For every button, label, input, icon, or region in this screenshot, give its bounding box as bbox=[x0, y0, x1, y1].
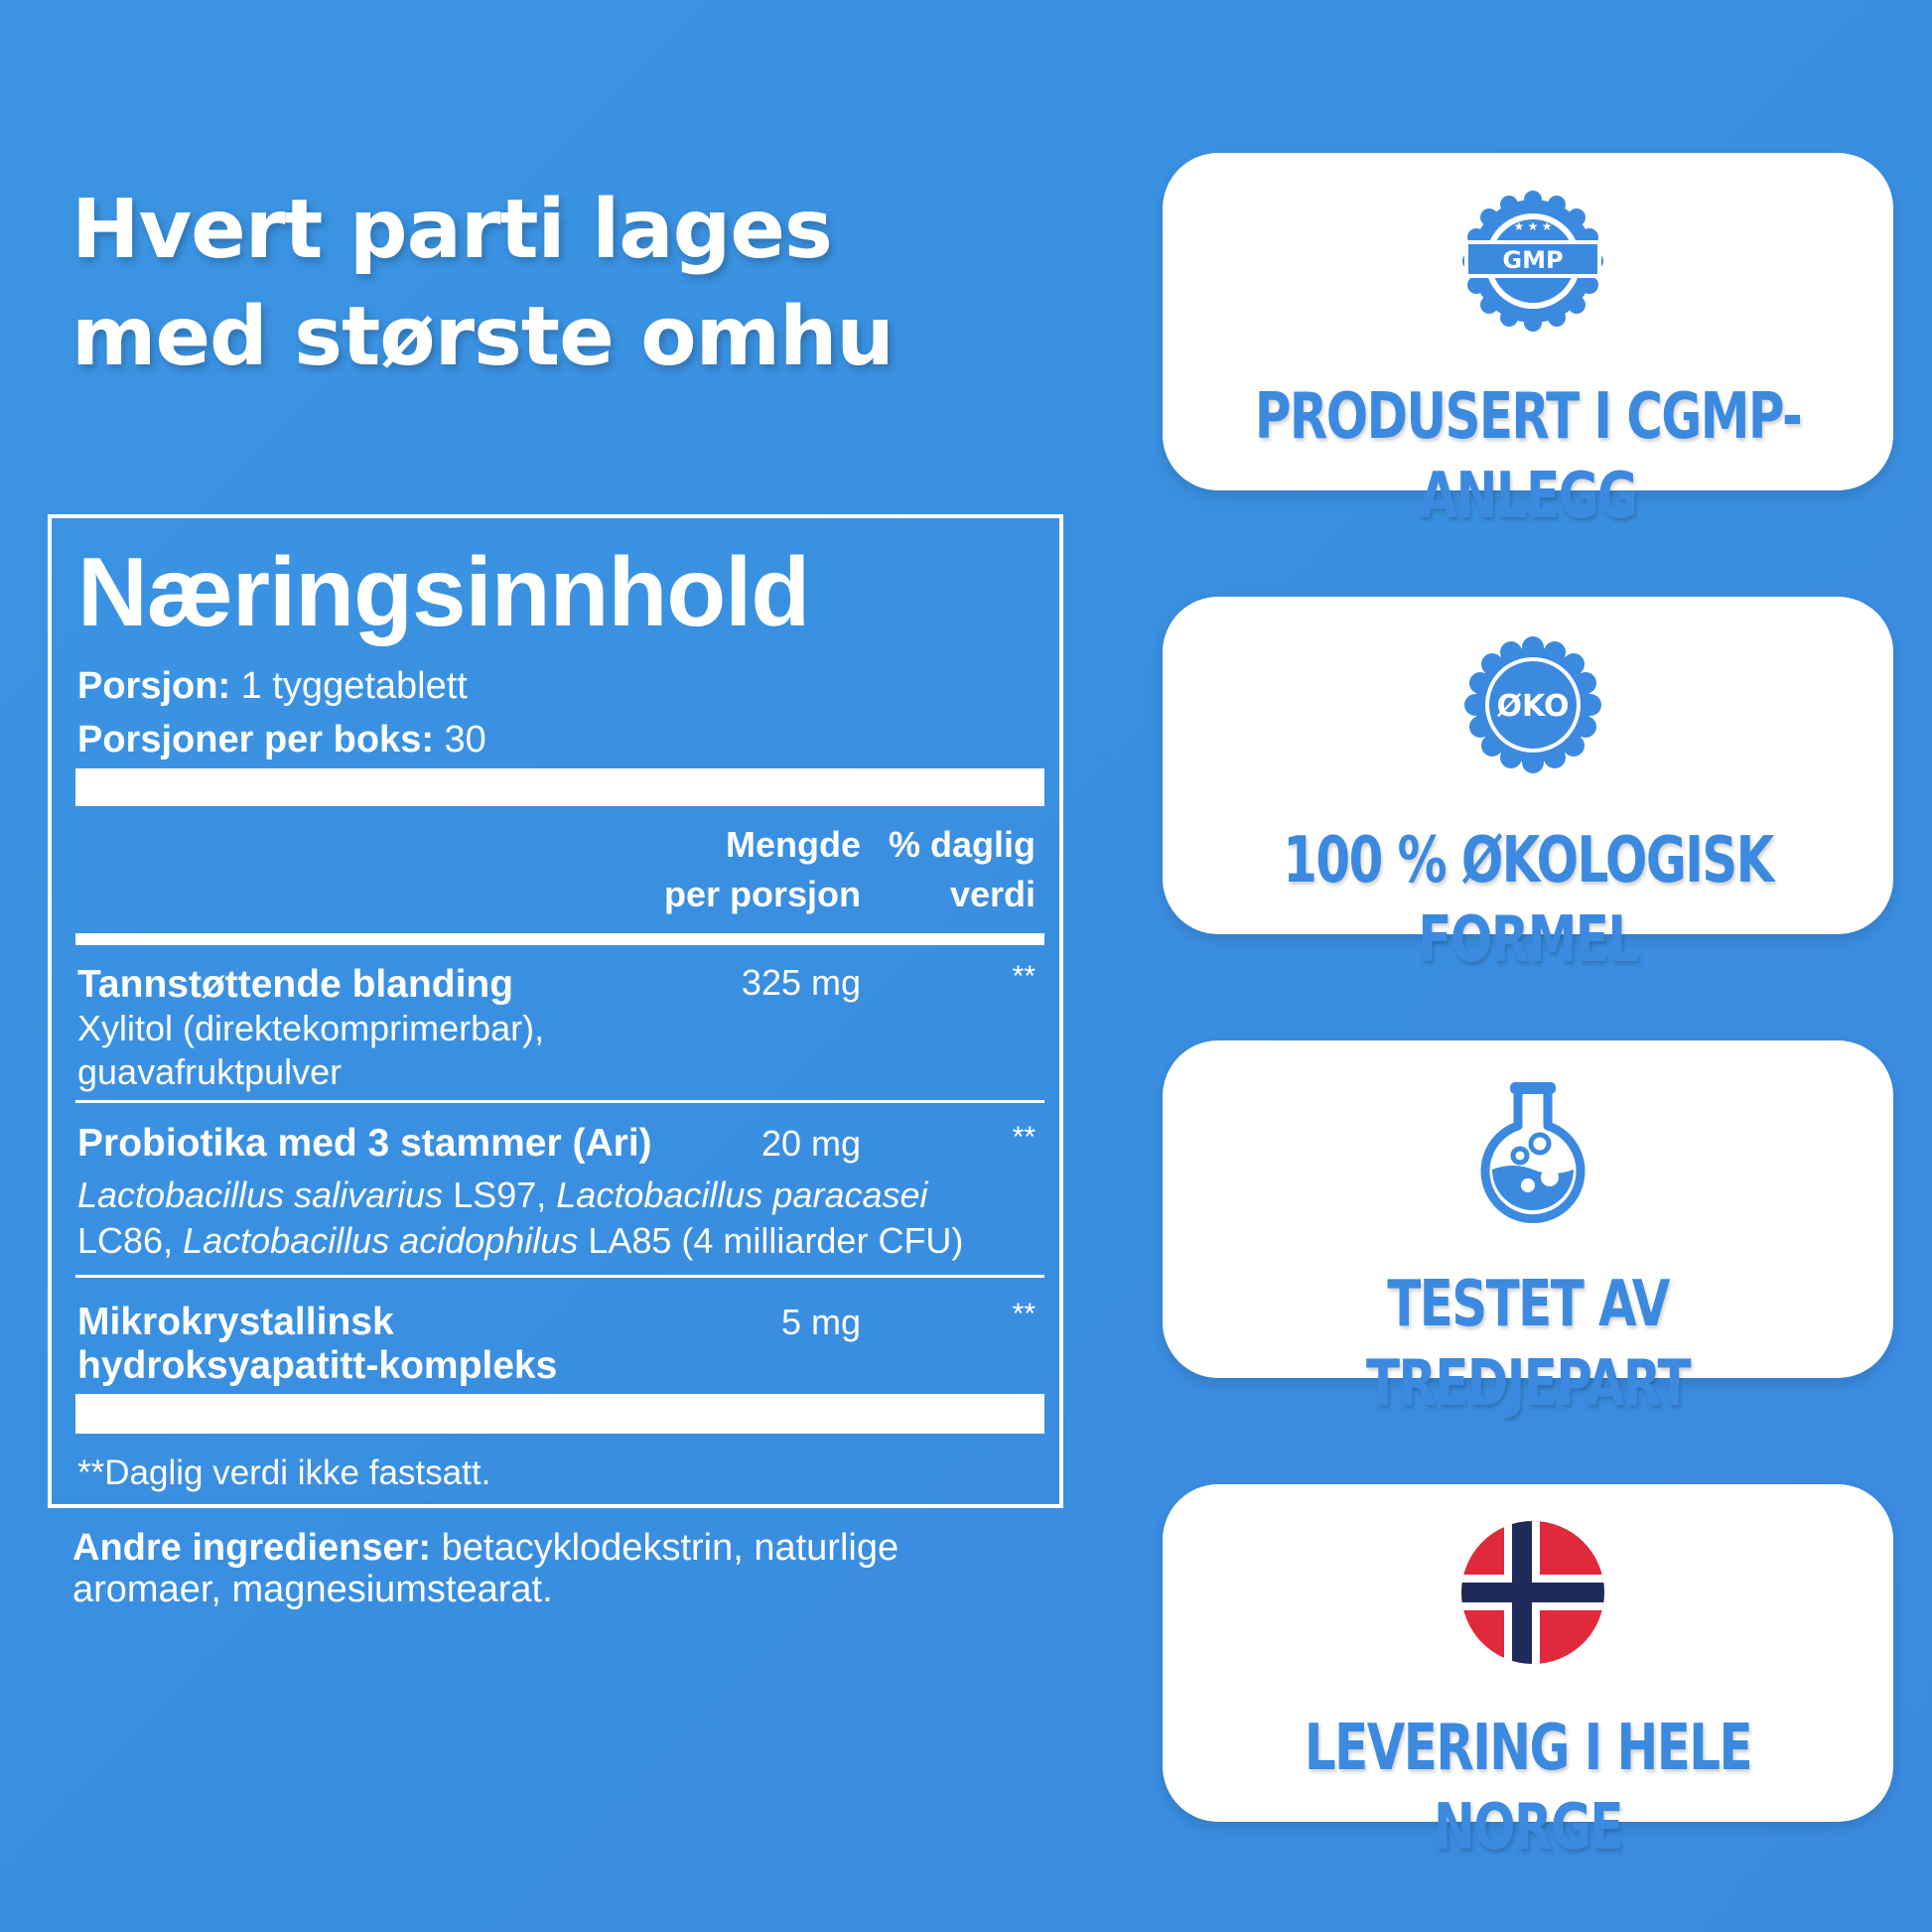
row-divider bbox=[75, 1275, 1044, 1278]
ingredient-description-line-1 bbox=[77, 1173, 928, 1217]
badge-gmp bbox=[1163, 153, 1893, 533]
ingredient-name-line-1: Mikrokrystallinsk bbox=[77, 1301, 394, 1343]
headline-line-2: med største omhu bbox=[71, 290, 894, 384]
footnote: **Daglig verdi ikke fastsatt. bbox=[77, 1453, 491, 1492]
strain-name: Lactobacillus acidophilus bbox=[183, 1220, 579, 1261]
serving-size-value: 1 tyggetablett bbox=[230, 665, 468, 707]
ingredient-daily-value: ** bbox=[1012, 1298, 1035, 1330]
ingredient-name: Tannstøttende blanding bbox=[77, 963, 514, 1006]
ingredient-daily-value: ** bbox=[1012, 960, 1035, 993]
other-ingredients-value: betacyklodekstrin, naturlige aromaer, magnesiumstearat. bbox=[72, 1527, 899, 1610]
divider-thick-bottom bbox=[75, 1394, 1044, 1434]
badge-delivery-norway bbox=[1163, 1484, 1893, 1864]
badge-organic bbox=[1163, 597, 1893, 977]
norway-flag-icon bbox=[1458, 1518, 1607, 1667]
column-header-daily-value bbox=[889, 820, 1035, 919]
badge-label: PRODUSERT I CGMP-ANLEGG bbox=[1254, 380, 1802, 533]
serving-size-label: Porsjon: bbox=[77, 665, 231, 707]
seal-stars: ★ ★ ★ bbox=[1513, 219, 1553, 233]
ingredient-daily-value: ** bbox=[1012, 1121, 1035, 1154]
other-ingredients bbox=[72, 1527, 1026, 1610]
divider-medium bbox=[75, 933, 1044, 945]
ingredient-description-line-2: guavafruktpulver bbox=[77, 1051, 343, 1092]
ingredient-amount: 5 mg bbox=[780, 1302, 861, 1342]
ingredient-amount: 325 mg bbox=[741, 962, 861, 1003]
column-header-amount bbox=[664, 820, 861, 919]
column-header-dv-line-2: verdi bbox=[949, 874, 1035, 914]
other-ingredients-label: Andre ingredienser: bbox=[72, 1527, 432, 1569]
organic-seal-text: ØKO bbox=[1496, 689, 1570, 724]
column-header-dv-line-1: % daglig bbox=[888, 824, 1035, 865]
gmp-seal-text: GMP bbox=[1502, 246, 1564, 274]
organic-seal-icon bbox=[1458, 630, 1607, 779]
strain-name: Lactobacillus salivarius bbox=[77, 1174, 444, 1215]
badge-label: TESTET AV TREDJEPART bbox=[1366, 1268, 1690, 1421]
headline bbox=[71, 177, 894, 391]
headline-line-1: Hvert parti lages bbox=[71, 183, 832, 277]
column-header-amount-line-2: per porsjon bbox=[663, 874, 861, 914]
servings-per-container bbox=[77, 717, 486, 762]
servings-value: 30 bbox=[433, 719, 486, 760]
strain-code: LS97, bbox=[443, 1174, 557, 1215]
strain-code: LA85 (4 milliarder CFU) bbox=[578, 1220, 964, 1261]
strain-code: LC86, bbox=[77, 1220, 184, 1261]
nutrition-title: Næringsinnhold bbox=[77, 537, 810, 646]
column-header-amount-line-1: Mengde bbox=[725, 824, 861, 865]
ingredient-name: Probiotika med 3 stammer (Ari) bbox=[77, 1122, 652, 1165]
servings-label: Porsjoner per boks: bbox=[77, 719, 434, 760]
ingredient-description-line-1: Xylitol (direktekomprimerbar), bbox=[77, 1008, 545, 1048]
badge-third-party-tested bbox=[1163, 1040, 1893, 1421]
divider-thick-top bbox=[75, 768, 1044, 806]
ingredient-name-line-2: hydroksyapatitt-kompleks bbox=[77, 1344, 558, 1387]
gmp-seal-icon bbox=[1458, 187, 1607, 336]
row-divider bbox=[75, 1100, 1044, 1103]
badge-label: 100 % ØKOLOGISK FORMEL bbox=[1283, 824, 1773, 977]
nutrition-facts-panel bbox=[48, 514, 1063, 1508]
serving-size bbox=[77, 663, 468, 709]
badge-label: LEVERING I HELE NORGE bbox=[1304, 1712, 1752, 1864]
lab-flask-icon bbox=[1458, 1074, 1607, 1223]
ingredient-description-line-2 bbox=[77, 1219, 963, 1263]
ingredient-amount: 20 mg bbox=[760, 1123, 861, 1164]
strain-name: Lactobacillus paracasei bbox=[556, 1174, 928, 1215]
